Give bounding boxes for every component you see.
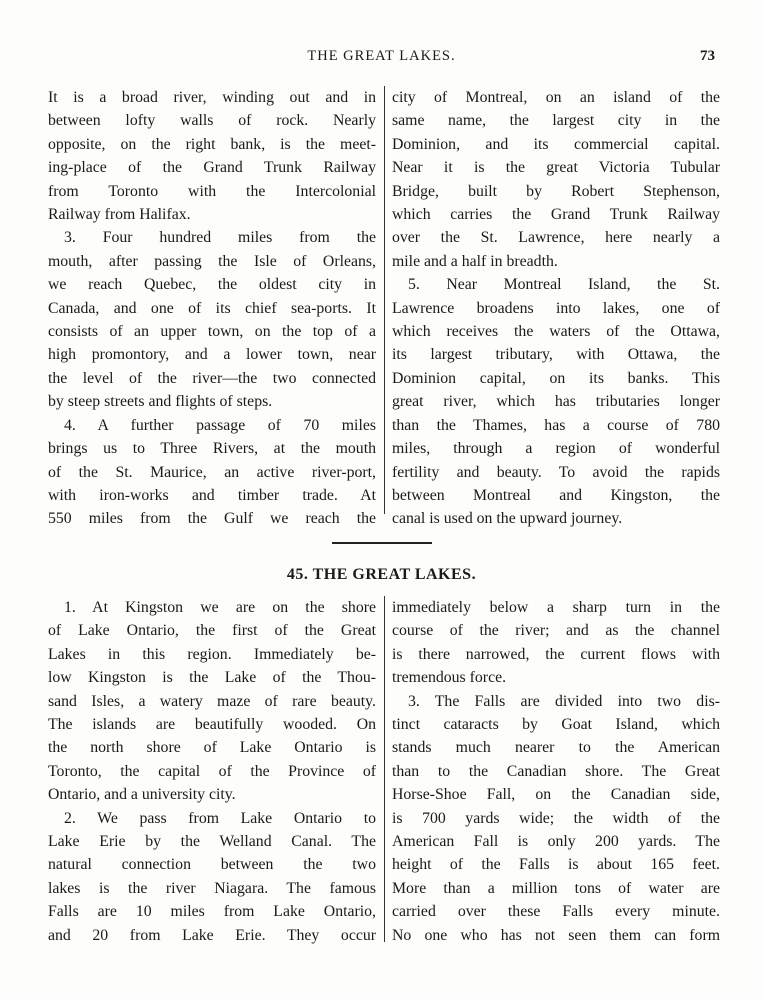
- text-line: 5. Near Montreal Island, the St.: [408, 276, 720, 294]
- text-line: its largest tributary, with Ottawa, the: [392, 346, 720, 364]
- text-line: which receives the waters of the Ottawa,: [392, 323, 720, 341]
- text-line: great river, which has tributaries longer: [392, 393, 720, 411]
- text-line: 4. A further passage of 70 miles: [64, 416, 376, 434]
- text-line: Bridge, built by Robert Stephenson,: [392, 182, 720, 200]
- text-line: of the St. Maurice, an active river-port,: [48, 463, 376, 481]
- running-head: [48, 48, 715, 70]
- text-line: same name, the largest city in the: [392, 112, 720, 130]
- text-line: Toronto, the capital of the Province of: [48, 762, 376, 780]
- text-line: than to the Canadian shore. The Great: [392, 762, 720, 780]
- text-line: Dominion, and its commercial capital.: [392, 135, 720, 153]
- text-line: Lake Erie by the Welland Canal. The: [48, 833, 376, 851]
- text-line: with iron-works and timber trade. At: [48, 486, 376, 504]
- text-line: 550 miles from the Gulf we reach the: [48, 510, 376, 528]
- text-line: ing-place of the Grand Trunk Railway: [48, 159, 376, 177]
- text-line: the level of the river—the two connected: [48, 369, 376, 387]
- text-line: 3. The Falls are divided into two dis-: [408, 692, 720, 710]
- text-line: tinct cataracts by Goat Island, which: [392, 716, 720, 734]
- bottom-text-columns: [48, 596, 724, 942]
- text-line: by steep streets and flights of steps.: [48, 393, 273, 411]
- text-line: Lakes in this region. Immediately be-: [48, 645, 376, 663]
- column-rule: [384, 596, 385, 942]
- text-line: is 700 yards wide; the width of the: [392, 809, 720, 827]
- column-rule: [384, 86, 385, 514]
- text-line: 3. Four hundred miles from the: [64, 229, 376, 247]
- text-line: course of the river; and as the channel: [392, 622, 720, 640]
- text-line: which carries the Grand Trunk Railway: [392, 206, 720, 224]
- text-line: 1. At Kingston we are on the shore: [64, 599, 376, 616]
- text-line: over the St. Lawrence, here nearly a: [392, 229, 720, 247]
- text-line: of Lake Ontario, the first of the Great: [48, 622, 376, 640]
- text-line: No one who has not seen them can form: [392, 926, 720, 944]
- text-line: carried over these Falls every minute.: [392, 903, 720, 921]
- text-line: stands much nearer to the American: [392, 739, 720, 757]
- text-line: Railway from Halifax.: [48, 206, 191, 224]
- text-line: the north shore of Lake Ontario is: [48, 739, 376, 757]
- text-line: canal is used on the upward journey.: [392, 510, 623, 528]
- text-line: brings us to Three Rivers, at the mouth: [48, 440, 376, 458]
- text-line: than the Thames, has a course of 780: [392, 416, 720, 434]
- text-line: natural connection between the two: [48, 856, 376, 874]
- text-line: and 20 from Lake Erie. They occur: [48, 926, 376, 944]
- top-right-column: [392, 86, 720, 531]
- page-number: 73: [700, 48, 715, 64]
- text-line: sand Isles, a watery maze of rare beauty.: [48, 692, 376, 710]
- text-line: lakes is the river Niagara. The famous: [48, 879, 376, 897]
- top-left-column: [48, 86, 376, 531]
- text-line: mile and a half in breadth.: [392, 252, 558, 270]
- text-line: high promontory, and a lower town, near: [48, 346, 376, 364]
- text-line: More than a million tons of water are: [392, 879, 720, 897]
- section-divider: [332, 542, 432, 544]
- text-line: Horse-Shoe Fall, on the Canadian side,: [392, 786, 720, 804]
- text-line: miles, through a region of wonderful: [392, 440, 720, 458]
- text-line: immediately below a sharp turn in the: [392, 599, 720, 616]
- text-line: Ontario, and a university city.: [48, 786, 236, 804]
- text-line: 2. We pass from Lake Ontario to: [64, 809, 376, 827]
- text-line: Lawrence broadens into lakes, one of: [392, 299, 720, 317]
- text-line: between lofty walls of rock. Nearly: [48, 112, 376, 130]
- section-heading: 45. THE GREAT LAKES.: [286, 566, 477, 583]
- text-line: consists of an upper town, on the top of a: [48, 323, 376, 341]
- text-line: between Montreal and Kingston, the: [392, 486, 720, 504]
- text-line: Near it is the great Victoria Tubular: [392, 159, 720, 177]
- text-line: we reach Quebec, the oldest city in: [48, 276, 376, 294]
- text-line: from Toronto with the Intercolonial: [48, 182, 376, 200]
- running-title: THE GREAT LAKES.: [307, 48, 456, 64]
- bottom-right-column: [392, 596, 720, 947]
- text-line: opposite, on the right bank, is the meet-: [48, 135, 376, 153]
- text-line: city of Montreal, on an island of the: [392, 89, 720, 106]
- text-line: is there narrowed, the current flows with: [392, 645, 720, 663]
- text-line: The islands are beautifully wooded. On: [48, 716, 376, 734]
- text-line: Canada, and one of its chief sea-ports. It: [48, 299, 376, 317]
- top-text-columns: [48, 86, 724, 528]
- text-line: American Fall is only 200 yards. The: [392, 833, 720, 851]
- text-line: height of the Falls is about 165 feet.: [392, 856, 720, 874]
- bottom-left-column: [48, 596, 376, 947]
- text-line: It is a broad river, winding out and in: [48, 89, 376, 106]
- text-line: tremendous force.: [392, 669, 507, 687]
- text-line: fertility and beauty. To avoid the rapids: [392, 463, 720, 481]
- text-line: mouth, after passing the Isle of Orleans,: [48, 252, 376, 270]
- text-line: Dominion capital, on its banks. This: [392, 369, 720, 387]
- text-line: low Kingston is the Lake of the Thou-: [48, 669, 376, 687]
- text-line: Falls are 10 miles from Lake Ontario,: [48, 903, 376, 921]
